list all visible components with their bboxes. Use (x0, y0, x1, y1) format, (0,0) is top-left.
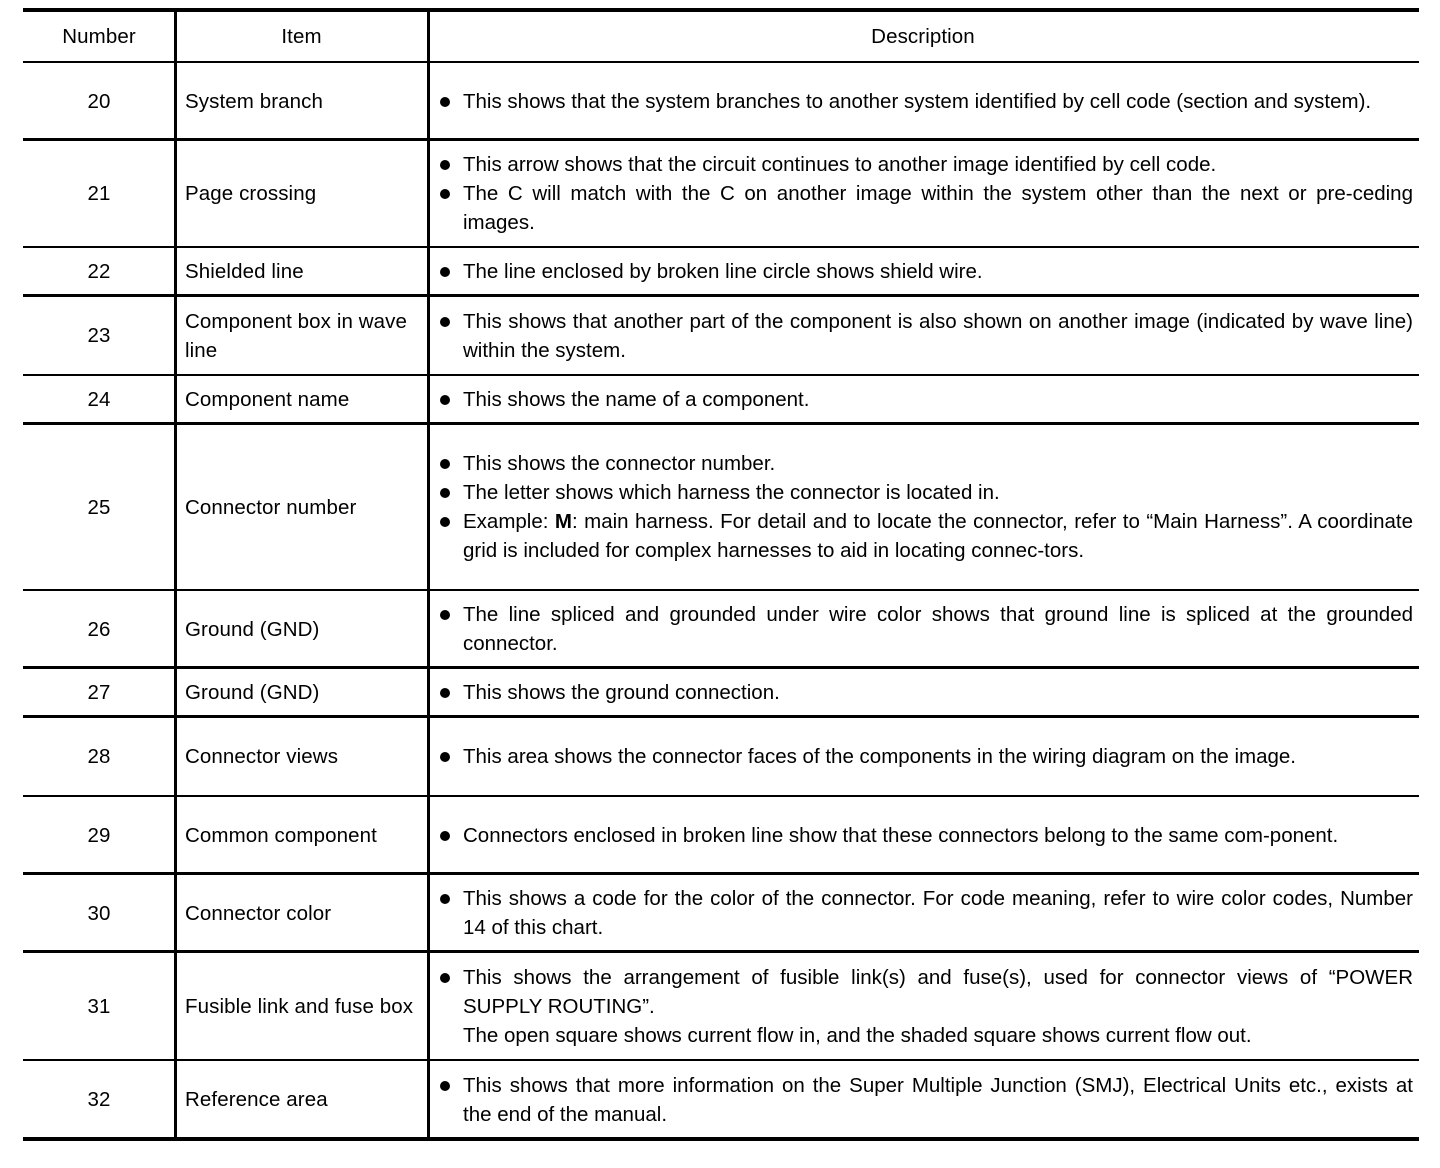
description-cell (438, 669, 1413, 716)
description-list (438, 257, 1413, 286)
table-row (23, 248, 1419, 295)
row-number: 22 (87, 260, 111, 283)
description-cell (438, 1061, 1413, 1138)
number-cell (23, 297, 175, 374)
header-number-cell (23, 11, 175, 61)
description-text: This shows that another part of the component is also shown on another image (indicated by wave line) within the system. (463, 309, 1413, 362)
row-number: 31 (87, 994, 111, 1018)
bullet-icon (440, 267, 450, 277)
table-row (23, 63, 1419, 139)
bullet-icon (440, 317, 450, 327)
description-item (438, 600, 1413, 658)
number-cell (23, 376, 175, 423)
row-number: 30 (87, 901, 111, 925)
item-cell (185, 425, 425, 589)
table-row (23, 797, 1419, 873)
table-header-row (23, 11, 1419, 61)
table-row (23, 376, 1419, 423)
description-item (438, 385, 1413, 414)
row-number: 26 (87, 617, 111, 641)
item-cell (185, 669, 425, 716)
description-text: The open square shows current flow in, and the shaded square shows current flow out. (463, 1023, 1252, 1047)
item-cell (185, 953, 425, 1059)
row-number: 20 (87, 89, 111, 113)
table-row (23, 953, 1419, 1059)
description-list (438, 307, 1413, 365)
description-item (438, 257, 1413, 286)
row-item: Connector number (185, 495, 357, 519)
row-item: Connector color (185, 901, 332, 925)
description-cell (438, 425, 1413, 589)
row-item: Page crossing (185, 182, 317, 205)
description-text: This shows the connector number. (463, 452, 776, 475)
bullet-icon (440, 517, 450, 527)
row-number: 21 (87, 182, 111, 205)
description-text: : main harness. For detail and to locate the connector, refer to “Main Harness”. A coordinate grid is included for complex harnesses to aid in locating connec-tors. (463, 510, 1413, 562)
bullet-icon (440, 831, 450, 841)
description-list (438, 600, 1413, 658)
row-item: Component box in wave line (185, 309, 408, 362)
table-row (23, 875, 1419, 951)
description-item (438, 1021, 1413, 1050)
item-cell (185, 591, 425, 667)
description-cell (438, 953, 1413, 1059)
row-number: 32 (87, 1088, 111, 1111)
description-text: This area shows the connector faces of the components in the wiring diagram on the image. (463, 745, 1296, 768)
description-item (438, 742, 1413, 771)
description-text: This shows the ground connection. (463, 681, 780, 704)
bullet-icon (440, 973, 450, 983)
row-item: Common component (185, 823, 377, 847)
header-description-cell (428, 11, 1418, 61)
bullet-icon (440, 160, 450, 170)
description-prefix: Example: (463, 510, 555, 533)
description-text: The line spliced and grounded under wire color shows that ground line is spliced at the grounded connector. (463, 603, 1413, 655)
description-item (438, 307, 1413, 365)
row-item: Ground (GND) (185, 681, 320, 704)
number-cell (23, 141, 175, 246)
description-text: This arrow shows that the circuit continues to another image identified by cell code. (463, 153, 1217, 176)
description-item (438, 963, 1413, 1021)
description-list (438, 87, 1413, 116)
description-text: The C will match with the C on another image within the system other than the next or pre-ceding images. (463, 182, 1413, 234)
description-list (438, 678, 1413, 707)
bullet-icon (440, 610, 450, 620)
row-item: Reference area (185, 1088, 328, 1111)
number-cell (23, 953, 175, 1059)
row-item: System branch (185, 89, 324, 113)
row-divider (23, 8, 1419, 12)
bullet-icon (440, 688, 450, 698)
row-item: Component name (185, 388, 350, 411)
header-item: Item (281, 24, 322, 48)
row-number: 27 (87, 681, 111, 704)
item-cell (185, 718, 425, 795)
description-item (438, 678, 1413, 707)
table-row (23, 425, 1419, 589)
description-list (438, 1071, 1413, 1129)
number-cell (23, 591, 175, 667)
bullet-icon (440, 459, 450, 469)
description-list (438, 742, 1413, 771)
description-cell (438, 376, 1413, 423)
table-row (23, 591, 1419, 667)
header-number: Number (62, 24, 136, 48)
description-list (438, 150, 1413, 237)
description-list (438, 963, 1413, 1050)
item-cell (185, 1061, 425, 1138)
description-cell (438, 875, 1413, 951)
description-cell (438, 591, 1413, 667)
table-row (23, 141, 1419, 246)
bullet-icon (440, 97, 450, 107)
row-number: 28 (87, 745, 111, 768)
description-item (438, 1071, 1413, 1129)
description-cell (438, 797, 1413, 873)
number-cell (23, 669, 175, 716)
bullet-icon (440, 395, 450, 405)
description-text: This shows the name of a component. (463, 388, 810, 411)
description-item (438, 179, 1413, 237)
row-item: Connector views (185, 745, 339, 768)
item-cell (185, 248, 425, 295)
description-text: This shows the arrangement of fusible link(s) and fuse(s), used for connector views of “POWER SUPPLY ROUTING”. (463, 965, 1413, 1018)
row-item: Shielded line (185, 260, 304, 283)
number-cell (23, 718, 175, 795)
item-cell (185, 376, 425, 423)
item-cell (185, 875, 425, 951)
number-cell (23, 248, 175, 295)
description-cell (438, 297, 1413, 374)
description-list (438, 884, 1413, 942)
bullet-icon (440, 752, 450, 762)
bullet-icon (440, 1081, 450, 1091)
description-cell (438, 718, 1413, 795)
table-row (23, 297, 1419, 374)
row-number: 23 (87, 324, 111, 347)
description-text: This shows a code for the color of the connector. For code meaning, refer to wire color codes, Number 14 of this chart. (463, 887, 1413, 939)
number-cell (23, 425, 175, 589)
description-item (438, 150, 1413, 179)
number-cell (23, 797, 175, 873)
header-description: Description (871, 24, 975, 48)
row-number: 24 (87, 388, 111, 411)
bullet-icon (440, 189, 450, 199)
description-text: This shows that more information on the Super Multiple Junction (SMJ), Electrical Units etc., exists at the end of the manual. (463, 1073, 1413, 1126)
number-cell (23, 1061, 175, 1138)
row-number: 25 (87, 495, 111, 519)
description-text: The letter shows which harness the connector is located in. (463, 481, 1000, 504)
description-list (438, 821, 1413, 850)
description-text: Connectors enclosed in broken line show that these connectors belong to the same com-ponent. (463, 823, 1339, 847)
description-text: The line enclosed by broken line circle shows shield wire. (463, 260, 983, 283)
description-list (438, 449, 1413, 565)
bullet-icon (440, 488, 450, 498)
description-text: This shows that the system branches to another system identified by cell code (section and system). (463, 89, 1372, 113)
item-cell (185, 141, 425, 246)
table-row (23, 1061, 1419, 1138)
description-cell (438, 248, 1413, 295)
description-cell (438, 63, 1413, 139)
header-item-cell (175, 11, 428, 61)
description-cell (438, 141, 1413, 246)
row-number: 29 (87, 823, 111, 847)
description-item (438, 449, 1413, 478)
bullet-icon (440, 894, 450, 904)
description-item (438, 478, 1413, 507)
item-cell (185, 63, 425, 139)
number-cell (23, 875, 175, 951)
item-cell (185, 297, 425, 374)
row-item: Fusible link and fuse box (185, 994, 414, 1018)
row-item: Ground (GND) (185, 617, 320, 641)
description-bold: M (554, 510, 572, 533)
table-row (23, 718, 1419, 795)
description-item (438, 507, 1413, 565)
item-cell (185, 797, 425, 873)
description-item (438, 884, 1413, 942)
description-item (438, 87, 1413, 116)
number-cell (23, 63, 175, 139)
description-item (438, 821, 1413, 850)
description-list (438, 385, 1413, 414)
table-row (23, 669, 1419, 716)
